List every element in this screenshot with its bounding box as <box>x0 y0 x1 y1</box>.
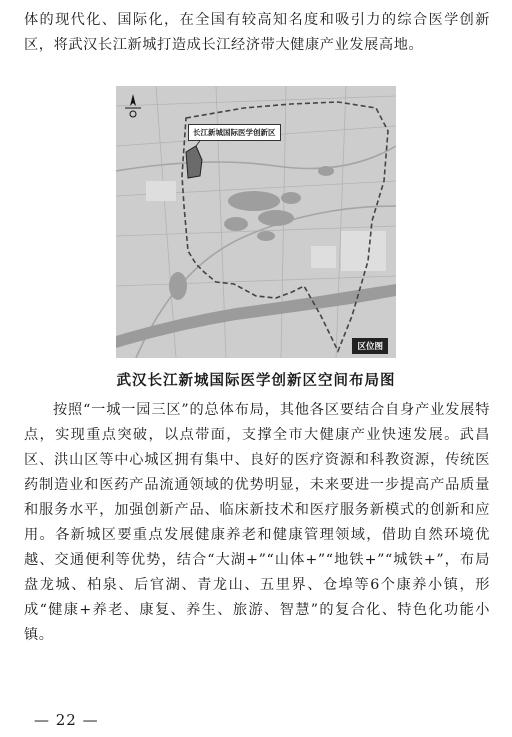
map-area-label: 长江新城国际医学创新区 <box>188 124 281 141</box>
body-paragraph-2: 按照“一城一园三区”的总体布局，其他各区要结合自身产业发展特点，实现重点突破，以点带面，支撑全市大健康产业快速发展。武昌区、洪山区等中心城区拥有集中、良好的医疗资源和科教资源，传统医药制造业和医药产品流通领域的优势明显，未来要进一步提高产品质量和服务水平，加强创新产品、临床新技术和医疗服务新模式的创新和应用。各新城区要重点发展健康养老和健康管理领域，借助自然环境优越、交通便利等优势，结合“大湖+”“山体+”“地铁+”“城铁+”，布局盘龙城、柏泉、后官湖、青龙山、五里界、仓埠等6个康养小镇，形成“健康+养老、康复、养生、旅游、智慧”的复合化、特色化功能小镇。 <box>24 402 490 643</box>
north-compass-icon <box>122 92 144 120</box>
map-location-tag: 区位图 <box>352 338 388 354</box>
page-number: — 22 — <box>34 711 99 729</box>
figure-caption: 武汉长江新城国际医学创新区空间布局图 <box>116 373 396 389</box>
location-map-figure <box>116 86 396 358</box>
body-paragraph-1: 体的现代化、国际化，在全国有较高知名度和吸引力的综合医学创新区，将武汉长江新城打造成长江经济带大健康产业发展高地。 <box>24 12 490 53</box>
